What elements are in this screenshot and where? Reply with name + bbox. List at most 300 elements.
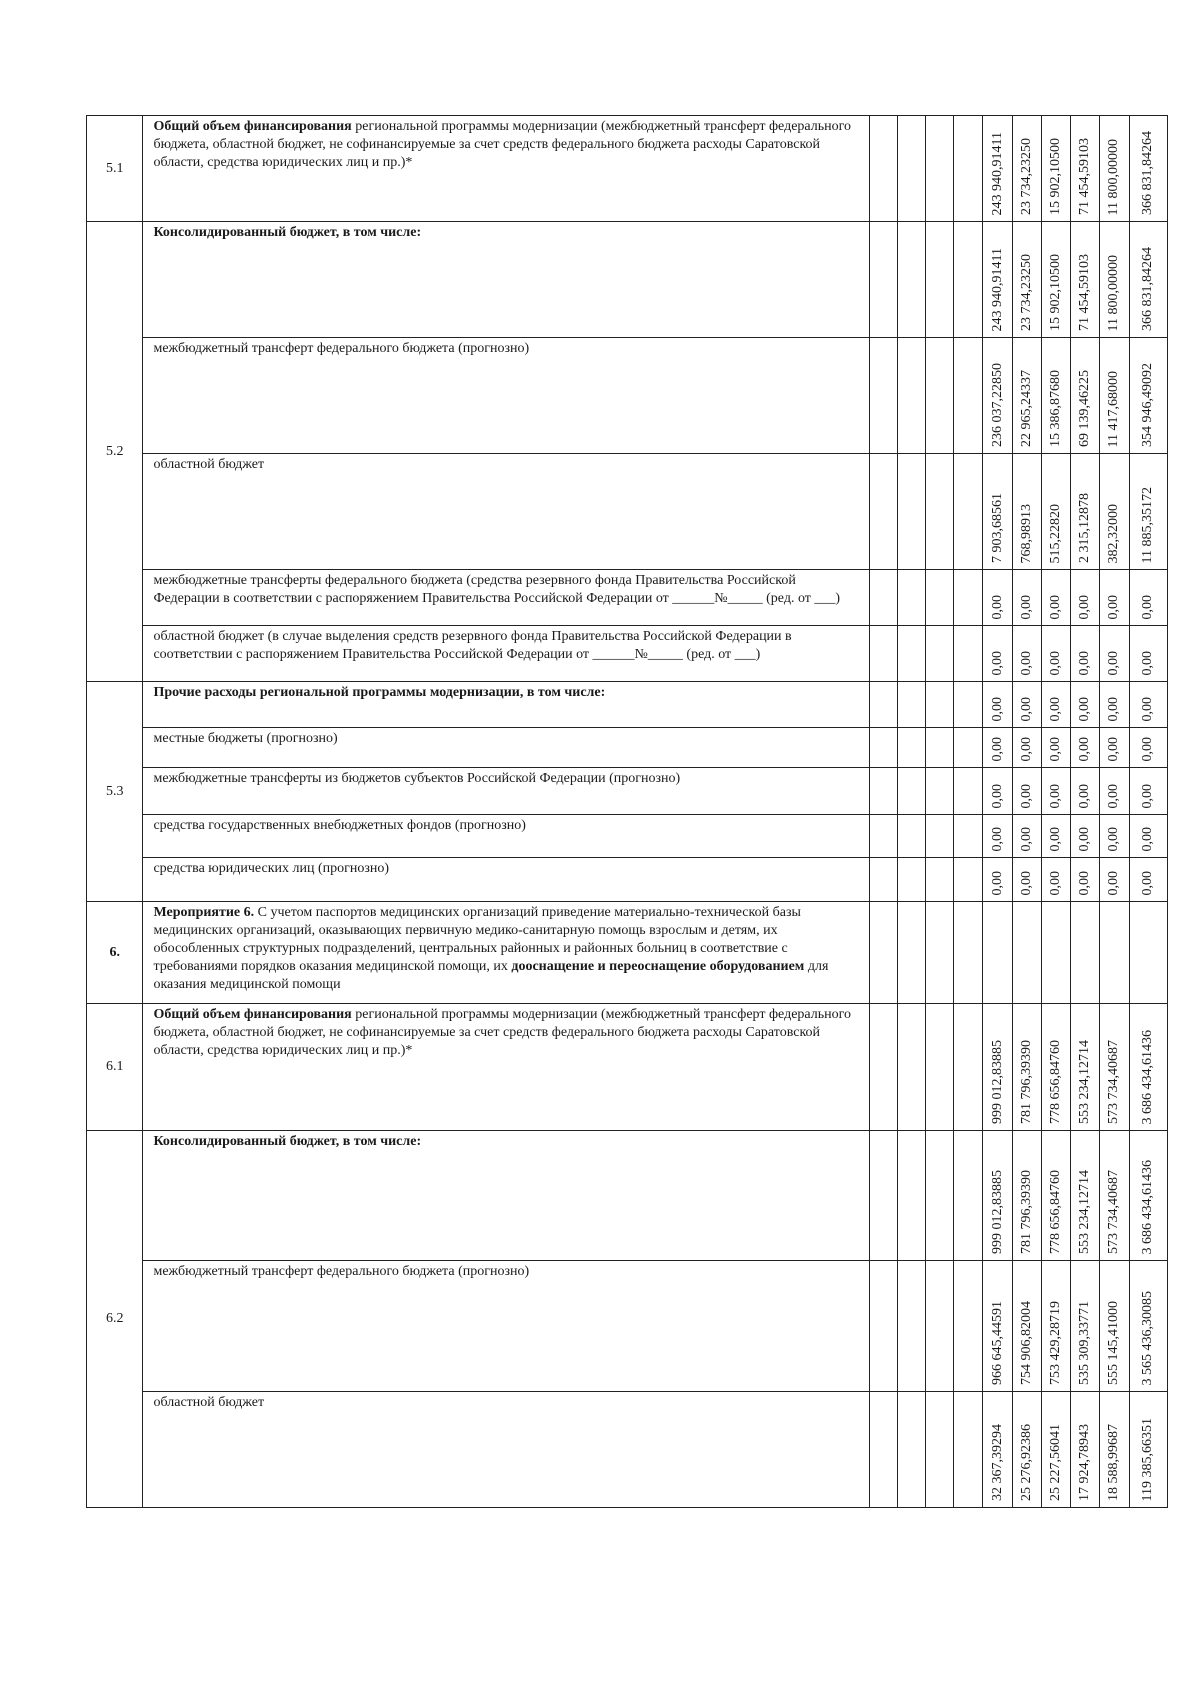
value-cell xyxy=(1129,454,1167,570)
value-text: 0,00 xyxy=(1140,696,1156,721)
empty-cell xyxy=(954,454,983,570)
description-text: средства государственных внебюджетных фондов (прогнозно) xyxy=(153,818,526,833)
row-description xyxy=(143,626,869,682)
value-cell xyxy=(1012,1261,1041,1392)
empty-cell xyxy=(869,858,897,902)
value-cell xyxy=(1012,682,1041,728)
value-cell xyxy=(1012,116,1041,222)
value-cell xyxy=(1071,454,1100,570)
description-text: региональной программы модернизации (межбюджетный трансферт федерального бюджета, областной бюджет, не софинансируемые за счет средств федерального бюджета расходы Саратовской области, средства юридических лиц и пр.)* xyxy=(153,1007,852,1058)
empty-cell xyxy=(925,116,953,222)
value-cell xyxy=(1100,1261,1129,1392)
table-row xyxy=(87,728,1168,768)
empty-cell xyxy=(925,728,953,768)
value-text: 0,00 xyxy=(1018,826,1034,851)
value-cell xyxy=(1129,570,1167,626)
value-cell xyxy=(983,902,1012,1004)
value-cell xyxy=(1129,728,1167,768)
table-row xyxy=(87,1131,1168,1261)
value-text: 0,00 xyxy=(1077,870,1093,895)
value-cell xyxy=(1041,768,1070,815)
description-bold-text: Мероприятие 6. xyxy=(153,905,255,920)
value-text: 3 686 434,61436 xyxy=(1140,1029,1156,1124)
value-cell xyxy=(1012,728,1041,768)
value-cell xyxy=(1012,815,1041,858)
empty-cell xyxy=(925,1131,953,1261)
value-text: 11 800,00000 xyxy=(1106,254,1122,331)
empty-cell xyxy=(897,815,925,858)
empty-cell xyxy=(897,902,925,1004)
value-cell xyxy=(1100,902,1129,1004)
value-text: 0,00 xyxy=(989,650,1005,675)
value-cell xyxy=(1012,626,1041,682)
value-cell xyxy=(1071,338,1100,454)
empty-cell xyxy=(925,902,953,1004)
value-cell xyxy=(1129,222,1167,338)
value-cell xyxy=(983,728,1012,768)
value-cell xyxy=(1129,768,1167,815)
value-text: 0,00 xyxy=(989,696,1005,721)
row-number: 5.2 xyxy=(87,222,143,682)
value-cell xyxy=(1012,338,1041,454)
value-cell xyxy=(1100,626,1129,682)
description-text: областной бюджет xyxy=(153,457,265,472)
value-text: 11 417,68000 xyxy=(1106,370,1122,447)
value-cell xyxy=(983,1131,1012,1261)
row-description xyxy=(143,815,869,858)
value-text: 768,98913 xyxy=(1018,503,1034,563)
value-text: 18 588,99687 xyxy=(1106,1424,1122,1501)
value-cell xyxy=(1012,902,1041,1004)
value-cell xyxy=(1041,728,1070,768)
empty-cell xyxy=(869,1392,897,1508)
empty-cell xyxy=(954,902,983,1004)
value-text: 0,00 xyxy=(1140,783,1156,808)
value-text: 553 234,12714 xyxy=(1077,1170,1093,1254)
value-cell xyxy=(1129,858,1167,902)
description-text: С учетом паспортов медицинских организаций приведение материально-технической базы медицинских организаций, оказывающих первичную медико-санитарную помощь взрослым и детям, их обособленных структурных подразделений, центральных районных и районных больниц в соответствие с требованиями порядков оказания медицинской помощи, их xyxy=(153,905,801,974)
value-text: 535 309,33771 xyxy=(1077,1301,1093,1385)
empty-cell xyxy=(954,570,983,626)
value-text: 354 946,49092 xyxy=(1140,363,1156,447)
value-text: 0,00 xyxy=(1018,870,1034,895)
empty-cell xyxy=(897,858,925,902)
value-cell xyxy=(1041,222,1070,338)
row-number: 5.3 xyxy=(87,682,143,902)
row-description xyxy=(143,858,869,902)
empty-cell xyxy=(897,1004,925,1131)
table-row xyxy=(87,902,1168,1004)
empty-cell xyxy=(869,728,897,768)
value-cell xyxy=(1041,116,1070,222)
value-cell xyxy=(1129,338,1167,454)
table-row xyxy=(87,338,1168,454)
value-text: 0,00 xyxy=(1106,870,1122,895)
value-text: 0,00 xyxy=(1077,650,1093,675)
value-text: 0,00 xyxy=(1018,783,1034,808)
value-text: 573 734,40687 xyxy=(1106,1170,1122,1254)
empty-cell xyxy=(897,768,925,815)
row-number: 5.1 xyxy=(87,116,143,222)
empty-cell xyxy=(869,626,897,682)
value-text: 0,00 xyxy=(1077,696,1093,721)
empty-cell xyxy=(925,1392,953,1508)
value-text: 17 924,78943 xyxy=(1077,1424,1093,1501)
value-text: 0,00 xyxy=(1077,826,1093,851)
value-cell xyxy=(1100,1131,1129,1261)
value-cell xyxy=(1041,1004,1070,1131)
value-text: 0,00 xyxy=(989,736,1005,761)
value-cell xyxy=(983,338,1012,454)
empty-cell xyxy=(897,728,925,768)
value-text: 0,00 xyxy=(1018,696,1034,721)
table-row xyxy=(87,570,1168,626)
value-text: 515,22820 xyxy=(1048,503,1064,563)
value-cell xyxy=(983,116,1012,222)
empty-cell xyxy=(897,1392,925,1508)
row-description xyxy=(143,338,869,454)
value-cell xyxy=(1100,1392,1129,1508)
value-text: 0,00 xyxy=(1048,650,1064,675)
value-cell xyxy=(983,1261,1012,1392)
empty-cell xyxy=(954,728,983,768)
empty-cell xyxy=(925,222,953,338)
value-cell xyxy=(1071,768,1100,815)
value-text: 69 139,46225 xyxy=(1077,370,1093,447)
row-description xyxy=(143,1392,869,1508)
value-text: 0,00 xyxy=(1048,826,1064,851)
value-cell xyxy=(1071,1392,1100,1508)
value-text: 11 800,00000 xyxy=(1106,138,1122,215)
description-bold-text: Общий объем финансирования xyxy=(153,1007,352,1022)
value-text: 243 940,91411 xyxy=(989,131,1005,215)
value-text: 7 903,68561 xyxy=(989,493,1005,563)
value-text: 781 796,39390 xyxy=(1018,1040,1034,1124)
value-cell xyxy=(1100,682,1129,728)
value-cell xyxy=(1129,1131,1167,1261)
value-cell xyxy=(1129,902,1167,1004)
value-cell xyxy=(1100,1004,1129,1131)
row-description xyxy=(143,902,869,1004)
value-text: 999 012,83885 xyxy=(989,1170,1005,1254)
value-text: 366 831,84264 xyxy=(1140,247,1156,331)
value-text: 366 831,84264 xyxy=(1140,131,1156,215)
description-text: местные бюджеты (прогнозно) xyxy=(153,731,338,746)
empty-cell xyxy=(897,1261,925,1392)
value-text: 243 940,91411 xyxy=(989,247,1005,331)
empty-cell xyxy=(925,1004,953,1131)
empty-cell xyxy=(869,1131,897,1261)
value-cell xyxy=(1012,858,1041,902)
description-bold-text: Прочие расходы региональной программы модернизации, в том числе: xyxy=(153,685,606,700)
empty-cell xyxy=(925,768,953,815)
empty-cell xyxy=(954,338,983,454)
value-text: 71 454,59103 xyxy=(1077,254,1093,331)
value-text: 0,00 xyxy=(1077,736,1093,761)
value-text: 0,00 xyxy=(1048,736,1064,761)
table-row xyxy=(87,1392,1168,1508)
value-cell xyxy=(1012,1392,1041,1508)
empty-cell xyxy=(869,1004,897,1131)
value-text: 23 734,23250 xyxy=(1018,254,1034,331)
value-cell xyxy=(1071,815,1100,858)
empty-cell xyxy=(869,1261,897,1392)
value-cell xyxy=(1071,1261,1100,1392)
row-description xyxy=(143,728,869,768)
empty-cell xyxy=(869,116,897,222)
value-cell xyxy=(1041,1131,1070,1261)
empty-cell xyxy=(869,902,897,1004)
value-cell xyxy=(983,815,1012,858)
value-text: 0,00 xyxy=(1140,650,1156,675)
value-cell xyxy=(1071,682,1100,728)
value-text: 555 145,41000 xyxy=(1106,1301,1122,1385)
empty-cell xyxy=(954,1392,983,1508)
empty-cell xyxy=(925,570,953,626)
empty-cell xyxy=(925,1261,953,1392)
empty-cell xyxy=(925,815,953,858)
value-cell xyxy=(1041,454,1070,570)
value-cell xyxy=(1071,626,1100,682)
empty-cell xyxy=(869,222,897,338)
value-text: 0,00 xyxy=(1106,826,1122,851)
description-text: межбюджетные трансферты из бюджетов субъектов Российской Федерации (прогнозно) xyxy=(153,771,681,786)
row-number: 6. xyxy=(87,902,143,1004)
row-number: 6.1 xyxy=(87,1004,143,1131)
description-text: для оказания медицинской помощи xyxy=(153,959,829,992)
value-text: 0,00 xyxy=(989,870,1005,895)
row-description xyxy=(143,454,869,570)
row-number: 6.2 xyxy=(87,1131,143,1508)
empty-cell xyxy=(954,1131,983,1261)
value-text: 25 227,56041 xyxy=(1048,1424,1064,1501)
value-cell xyxy=(1129,626,1167,682)
value-text: 0,00 xyxy=(1106,696,1122,721)
value-cell xyxy=(1041,858,1070,902)
value-cell xyxy=(1041,1392,1070,1508)
value-text: 25 276,92386 xyxy=(1018,1424,1034,1501)
value-text: 0,00 xyxy=(989,783,1005,808)
value-cell xyxy=(1041,1261,1070,1392)
value-cell xyxy=(1100,222,1129,338)
empty-cell xyxy=(954,1004,983,1131)
table-row xyxy=(87,626,1168,682)
value-text: 15 902,10500 xyxy=(1048,254,1064,331)
value-text: 0,00 xyxy=(989,826,1005,851)
table-row xyxy=(87,768,1168,815)
description-text: межбюджетные трансферты федерального бюджета (средства резервного фонда Правительства Российской Федерации в соответствии с распоряжением Правительства Российской Федерации от ______№_____ (ред. от ___) xyxy=(153,573,841,606)
row-description xyxy=(143,682,869,728)
value-cell xyxy=(983,768,1012,815)
value-cell xyxy=(1100,570,1129,626)
empty-cell xyxy=(954,768,983,815)
description-text: региональной программы модернизации (межбюджетный трансферт федерального бюджета, областной бюджет, не софинансируемые за счет средств федерального бюджета расходы Саратовской области, средства юридических лиц и пр.)* xyxy=(153,119,852,170)
empty-cell xyxy=(897,222,925,338)
value-cell xyxy=(1071,1004,1100,1131)
value-cell xyxy=(1100,858,1129,902)
value-cell xyxy=(1100,768,1129,815)
description-text: межбюджетный трансферт федерального бюджета (прогнозно) xyxy=(153,341,530,356)
value-text: 23 734,23250 xyxy=(1018,138,1034,215)
empty-cell xyxy=(925,858,953,902)
table-row xyxy=(87,454,1168,570)
value-cell xyxy=(1129,1392,1167,1508)
empty-cell xyxy=(869,454,897,570)
value-cell xyxy=(1100,815,1129,858)
value-text: 754 906,82004 xyxy=(1018,1301,1034,1385)
value-text: 0,00 xyxy=(1106,594,1122,619)
row-description xyxy=(143,1261,869,1392)
row-description xyxy=(143,222,869,338)
empty-cell xyxy=(954,1261,983,1392)
value-cell xyxy=(1071,902,1100,1004)
value-cell xyxy=(1129,1261,1167,1392)
empty-cell xyxy=(925,338,953,454)
empty-cell xyxy=(925,454,953,570)
description-text: средства юридических лиц (прогнозно) xyxy=(153,861,390,876)
table-row xyxy=(87,682,1168,728)
value-text: 0,00 xyxy=(1077,783,1093,808)
description-bold-text: Консолидированный бюджет, в том числе: xyxy=(153,225,422,240)
description-bold-text: Общий объем финансирования xyxy=(153,119,352,134)
value-text: 553 234,12714 xyxy=(1077,1040,1093,1124)
empty-cell xyxy=(954,815,983,858)
value-cell xyxy=(1071,116,1100,222)
empty-cell xyxy=(869,768,897,815)
budget-table xyxy=(86,115,1168,1508)
value-text: 15 902,10500 xyxy=(1048,138,1064,215)
value-cell xyxy=(1012,1004,1041,1131)
empty-cell xyxy=(897,626,925,682)
value-cell xyxy=(1100,454,1129,570)
empty-cell xyxy=(869,682,897,728)
value-cell xyxy=(1012,768,1041,815)
empty-cell xyxy=(897,116,925,222)
value-text: 3 686 434,61436 xyxy=(1140,1159,1156,1254)
value-text: 0,00 xyxy=(1140,870,1156,895)
value-text: 3 565 436,30085 xyxy=(1140,1290,1156,1385)
value-text: 0,00 xyxy=(1140,826,1156,851)
empty-cell xyxy=(897,454,925,570)
value-text: 32 367,39294 xyxy=(989,1424,1005,1501)
value-cell xyxy=(983,1392,1012,1508)
value-text: 781 796,39390 xyxy=(1018,1170,1034,1254)
empty-cell xyxy=(954,682,983,728)
value-cell xyxy=(1129,116,1167,222)
value-cell xyxy=(1041,570,1070,626)
value-text: 236 037,22850 xyxy=(989,363,1005,447)
value-cell xyxy=(983,454,1012,570)
row-description xyxy=(143,768,869,815)
value-cell xyxy=(1129,1004,1167,1131)
value-cell xyxy=(1041,815,1070,858)
value-text: 0,00 xyxy=(1048,870,1064,895)
value-cell xyxy=(1071,728,1100,768)
value-cell xyxy=(1041,626,1070,682)
value-text: 0,00 xyxy=(989,594,1005,619)
value-cell xyxy=(1100,116,1129,222)
table-row xyxy=(87,116,1168,222)
value-text: 119 385,66351 xyxy=(1140,1417,1156,1501)
description-text: областной бюджет xyxy=(153,1395,265,1410)
description-text: областной бюджет (в случае выделения средств резервного фонда Правительства Российской Федерации в соответствии с распоряжением Правительства Российской Федерации от ______№_____ (ред. от ___) xyxy=(153,629,792,662)
value-text: 11 885,35172 xyxy=(1140,486,1156,563)
value-cell xyxy=(1012,1131,1041,1261)
table-row xyxy=(87,222,1168,338)
value-text: 966 645,44591 xyxy=(989,1301,1005,1385)
row-description xyxy=(143,570,869,626)
description-bold-text: Консолидированный бюджет, в том числе: xyxy=(153,1134,422,1149)
table-row xyxy=(87,1004,1168,1131)
value-cell xyxy=(1012,222,1041,338)
value-cell xyxy=(1129,815,1167,858)
value-cell xyxy=(983,1004,1012,1131)
empty-cell xyxy=(954,858,983,902)
empty-cell xyxy=(869,570,897,626)
empty-cell xyxy=(897,570,925,626)
value-text: 573 734,40687 xyxy=(1106,1040,1122,1124)
description-text: межбюджетный трансферт федерального бюджета (прогнозно) xyxy=(153,1264,530,1279)
value-cell xyxy=(1071,858,1100,902)
value-text: 382,32000 xyxy=(1106,503,1122,563)
empty-cell xyxy=(925,626,953,682)
value-text: 0,00 xyxy=(1140,736,1156,761)
value-cell xyxy=(1071,570,1100,626)
empty-cell xyxy=(869,815,897,858)
value-text: 0,00 xyxy=(1077,594,1093,619)
value-text: 0,00 xyxy=(1140,594,1156,619)
value-text: 71 454,59103 xyxy=(1077,138,1093,215)
value-text: 778 656,84760 xyxy=(1048,1170,1064,1254)
value-cell xyxy=(983,626,1012,682)
value-text: 22 965,24337 xyxy=(1018,370,1034,447)
row-description xyxy=(143,1004,869,1131)
value-text: 0,00 xyxy=(1048,696,1064,721)
value-cell xyxy=(983,570,1012,626)
value-cell xyxy=(983,222,1012,338)
value-text: 0,00 xyxy=(1048,783,1064,808)
empty-cell xyxy=(954,222,983,338)
empty-cell xyxy=(954,116,983,222)
value-cell xyxy=(1129,682,1167,728)
empty-cell xyxy=(897,338,925,454)
value-text: 0,00 xyxy=(1018,736,1034,761)
description-bold-text: дооснащение и переоснащение оборудованием xyxy=(511,959,805,974)
value-text: 0,00 xyxy=(1018,650,1034,675)
value-text: 2 315,12878 xyxy=(1077,493,1093,563)
value-cell xyxy=(983,682,1012,728)
value-text: 15 386,87680 xyxy=(1048,370,1064,447)
value-text: 999 012,83885 xyxy=(989,1040,1005,1124)
value-cell xyxy=(1071,222,1100,338)
table-row xyxy=(87,815,1168,858)
empty-cell xyxy=(954,626,983,682)
table-row xyxy=(87,858,1168,902)
row-description xyxy=(143,116,869,222)
empty-cell xyxy=(925,682,953,728)
value-cell xyxy=(1041,902,1070,1004)
value-cell xyxy=(1012,570,1041,626)
empty-cell xyxy=(869,338,897,454)
value-cell xyxy=(1071,1131,1100,1261)
value-text: 778 656,84760 xyxy=(1048,1040,1064,1124)
value-cell xyxy=(983,858,1012,902)
table-row xyxy=(87,1261,1168,1392)
value-text: 0,00 xyxy=(1106,783,1122,808)
value-cell xyxy=(1041,338,1070,454)
empty-cell xyxy=(897,682,925,728)
value-cell xyxy=(1012,454,1041,570)
